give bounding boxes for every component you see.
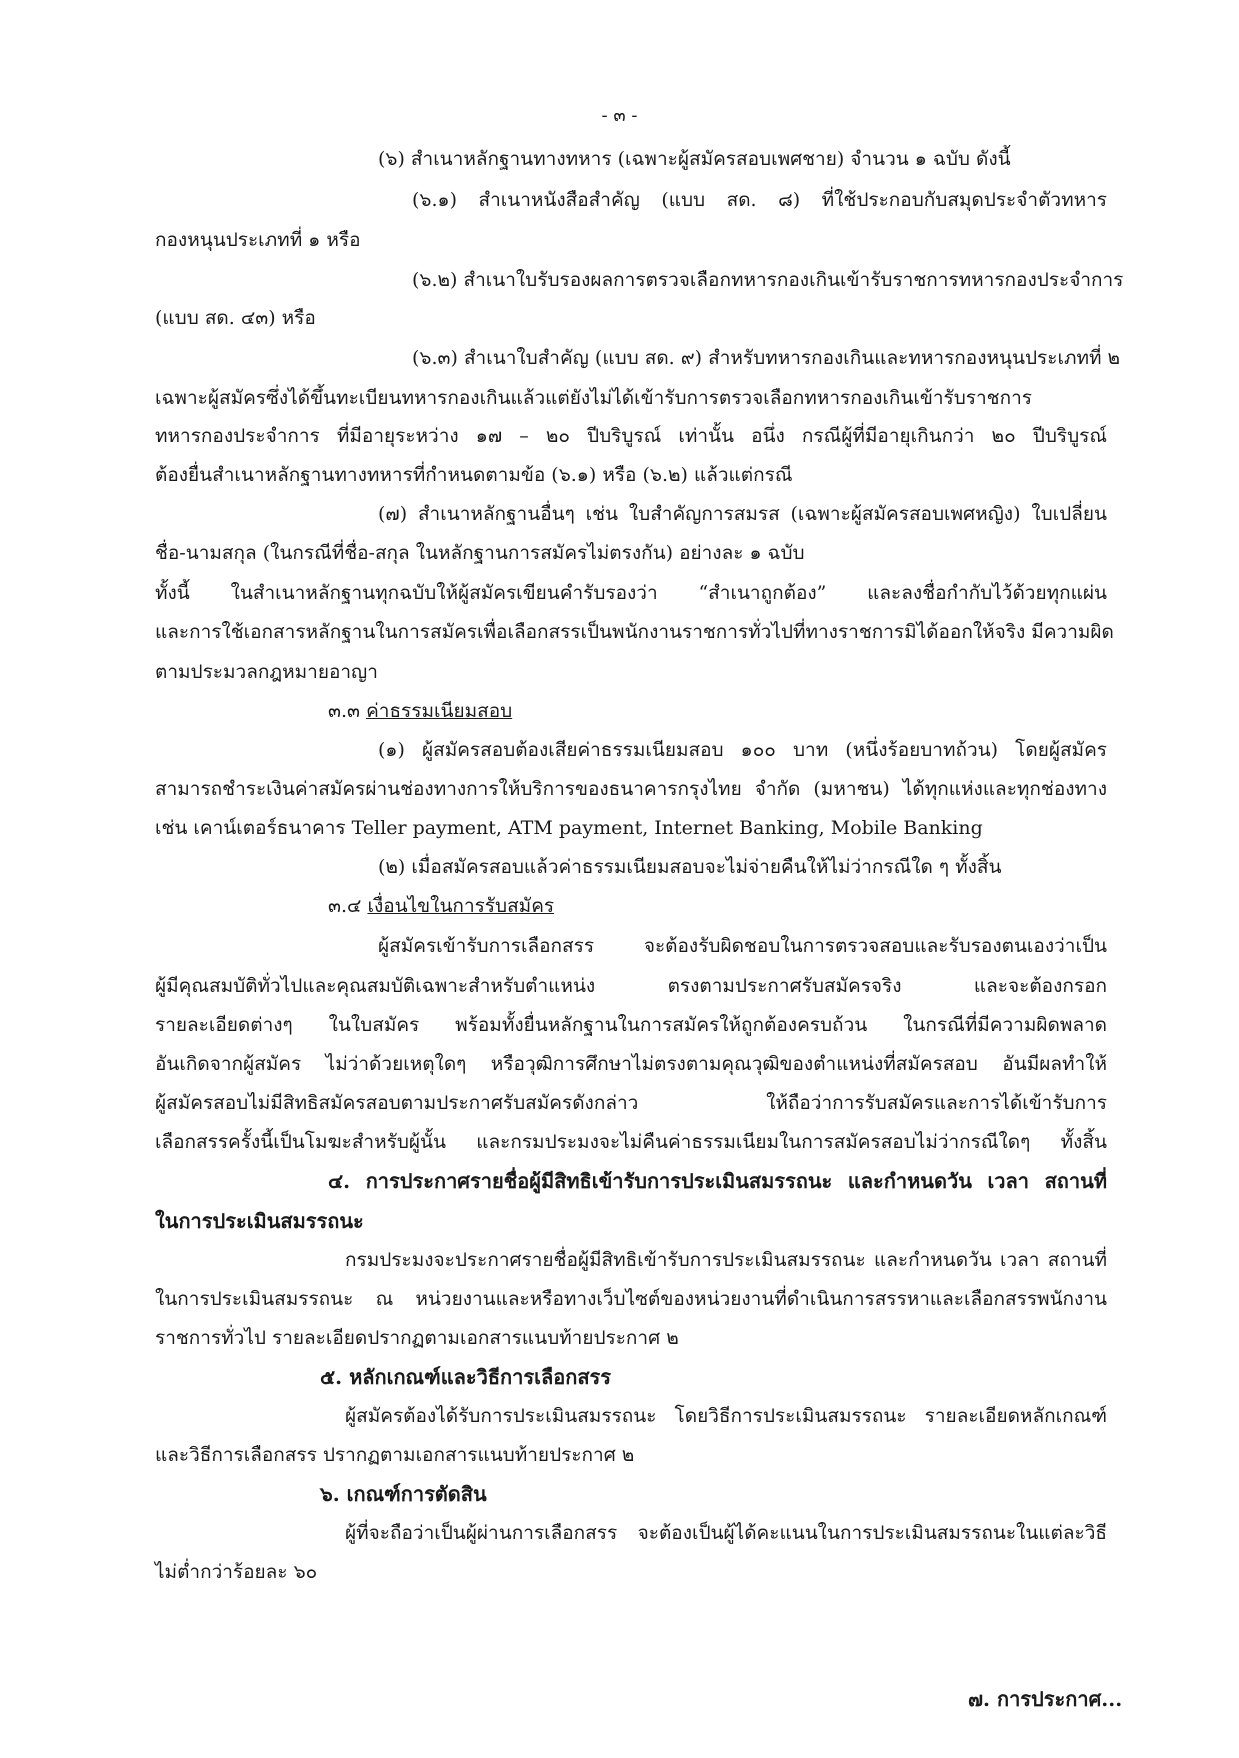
- section-5-heading: ๕. หลักเกณฑ์และวิธีการเลือกสรร: [320, 1365, 612, 1389]
- section-6-body-2: ไม่ต่ำกว่าร้อยละ ๖๐: [155, 1561, 318, 1583]
- conditions-line-6: เลือกสรรครั้งนี้เป็นโมฆะสำหรับผู้นั้น และกรมประมงจะไม่คืนค่าธรรมเนียมในการสมัครสอบไม่ว่ากรณีใดๆ ทั้งสิ้น: [155, 1131, 1107, 1153]
- section-3-3-title: ค่าธรรมเนียมสอบ: [366, 700, 513, 722]
- item-6-3: (๖.๓) สำเนาใบสำคัญ (แบบ สด. ๙) สำหรับทหารกองเกินและทหารกองหนุนประเภทที่ ๒: [412, 347, 1121, 369]
- continued-on-next-page: ๗. การประกาศ...: [968, 1687, 1123, 1711]
- conditions-line-3: รายละเอียดต่างๆ ในใบสมัคร พร้อมทั้งยื่นหลักฐานในการสมัครให้ถูกต้องครบถ้วน ในกรณีที่มีความผิดพลาด: [155, 1014, 1107, 1036]
- page-number: - ๓ -: [601, 105, 638, 126]
- section-4-heading-cont: ในการประเมินสมรรถนะ: [155, 1209, 364, 1233]
- fee-item-2: (๒) เมื่อสมัครสอบแล้วค่าธรรมเนียมสอบจะไม่จ่ายคืนให้ไม่ว่ากรณีใด ๆ ทั้งสิ้น: [378, 856, 1002, 878]
- section-4-body-3: ราชการทั่วไป รายละเอียดปรากฏตามเอกสารแนบท้ายประกาศ ๒: [155, 1327, 679, 1349]
- conditions-line-4: อันเกิดจากผู้สมัคร ไม่ว่าด้วยเหตุใดๆ หรือวุฒิการศึกษาไม่ตรงตามคุณวุฒิของตำแหน่งที่สมัครสอบ อันมีผลทำให้: [155, 1053, 1107, 1075]
- section-5-body-1: ผู้สมัครต้องได้รับการประเมินสมรรถนะ โดยวิธีการประเมินสมรรถนะ รายละเอียดหลักเกณฑ์: [345, 1405, 1107, 1427]
- item-6-2: (๖.๒) สำเนาใบรับรองผลการตรวจเลือกทหารกองเกินเข้ารับราชการทหารกองประจำการ: [412, 269, 1124, 291]
- fee-item-1: (๑) ผู้สมัครสอบต้องเสียค่าธรรมเนียมสอบ ๑๐๐ บาท (หนึ่งร้อยบาทถ้วน) โดยผู้สมัคร: [378, 739, 1107, 761]
- item-7: (๗) สำเนาหลักฐานอื่นๆ เช่น ใบสำคัญการสมรส (เฉพาะผู้สมัครสอบเพศหญิง) ใบเปลี่ยน: [378, 503, 1107, 525]
- conditions-line-1: ผู้สมัครเข้ารับการเลือกสรร จะต้องรับผิดชอบในการตรวจสอบและรับรองตนเองว่าเป็น: [378, 935, 1107, 957]
- item-6-1: (๖.๑) สำเนาหนังสือสำคัญ (แบบ สด. ๘) ที่ใช้ประกอบกับสมุดประจำตัวทหาร: [412, 189, 1107, 211]
- section-3-3-heading: [328, 699, 512, 723]
- section-5-body-2: และวิธีการเลือกสรร ปรากฏตามเอกสารแนบท้ายประกาศ ๒: [155, 1444, 635, 1466]
- section-3-4-title: เงื่อนไขในการรับสมัคร: [367, 895, 555, 917]
- item-6-1-cont: กองหนุนประเภทที่ ๑ หรือ: [155, 229, 361, 251]
- section-3-4-heading: [328, 894, 554, 918]
- conditions-line-5: ผู้สมัครสอบไม่มีสิทธิสมัครสอบตามประกาศรับสมัครดังกล่าว ให้ถือว่าการรับสมัครและการได้เข้ารับการ: [155, 1092, 1107, 1114]
- section-4-body-1: กรมประมงจะประกาศรายชื่อผู้มีสิทธิเข้ารับการประเมินสมรรถนะ และกำหนดวัน เวลา สถานที่: [345, 1249, 1107, 1271]
- section-3-3-number: ๓.๓: [328, 700, 367, 722]
- item-7-cont: ชื่อ-นามสกุล (ในกรณีที่ชื่อ-สกุล ในหลักฐานการสมัครไม่ตรงกัน) อย่างละ ๑ ฉบับ: [155, 542, 805, 564]
- item-6-3-cont-3: ต้องยื่นสำเนาหลักฐานทางทหารที่กำหนดตามข้อ (๖.๑) หรือ (๖.๒) แล้วแต่กรณี: [155, 464, 793, 486]
- note-paragraph-1: ทั้งนี้ ในสำเนาหลักฐานทุกฉบับให้ผู้สมัครเขียนคำรับรองว่า “สำเนาถูกต้อง” และลงชื่อกำกับไว้ด้วยทุกแผ่น: [155, 582, 1107, 604]
- item-6-3-cont-1: เฉพาะผู้สมัครซึ่งได้ขึ้นทะเบียนทหารกองเกินแล้วแต่ยังไม่ได้เข้ารับการตรวจเลือกทหารกองเกินเข้ารับราชการ: [155, 387, 1032, 409]
- note-paragraph-2: และการใช้เอกสารหลักฐานในการสมัครเพื่อเลือกสรรเป็นพนักงานราชการทั่วไปที่ทางราชการมิได้ออกให้จริง มีความผิด: [155, 621, 1114, 643]
- item-6-2-cont: (แบบ สด. ๔๓) หรือ: [155, 307, 316, 329]
- item-6-heading: (๖) สำเนาหลักฐานทางทหาร (เฉพาะผู้สมัครสอบเพศชาย) จำนวน ๑ ฉบับ ดังนี้: [378, 148, 1011, 170]
- conditions-line-2: ผู้มีคุณสมบัติทั่วไปและคุณสมบัติเฉพาะสำหรับตำแหน่ง ตรงตามประกาศรับสมัครจริง และจะต้องกรอก: [155, 975, 1107, 997]
- section-4-heading: ๔. การประกาศรายชื่อผู้มีสิทธิเข้ารับการประเมินสมรรถนะ และกำหนดวัน เวลา สถานที่: [328, 1169, 1107, 1193]
- section-6-body-1: ผู้ที่จะถือว่าเป็นผู้ผ่านการเลือกสรร จะต้องเป็นผู้ได้คะแนนในการประเมินสมรรถนะในแต่ละวิธี: [345, 1522, 1107, 1544]
- fee-item-1-cont-1: สามารถชำระเงินค่าสมัครผ่านช่องทางการให้บริการของธนาคารกรุงไทย จำกัด (มหาชน) ได้ทุกแห่งและทุกช่องทาง: [155, 778, 1107, 800]
- fee-item-1-cont-2: เช่น เคาน์เตอร์ธนาคาร Teller payment, ATM payment, Internet Banking, Mobile Banking: [155, 817, 983, 839]
- section-3-4-number: ๓.๔: [328, 895, 368, 917]
- section-6-heading: ๖. เกณฑ์การตัดสิน: [320, 1482, 487, 1506]
- item-6-3-cont-2: ทหารกองประจำการ ที่มีอายุระหว่าง ๑๗ – ๒๐ ปีบริบูรณ์ เท่านั้น อนึ่ง กรณีผู้ที่มีอายุเกินกว่า ๒๐ ปีบริบูรณ์: [155, 425, 1107, 447]
- note-paragraph-3: ตามประมวลกฎหมายอาญา: [155, 661, 378, 683]
- section-4-body-2: ในการประเมินสมรรถนะ ณ หน่วยงานและหรือทางเว็บไซต์ของหน่วยงานที่ดำเนินการสรรหาและเลือกสรรพนักงาน: [155, 1288, 1107, 1310]
